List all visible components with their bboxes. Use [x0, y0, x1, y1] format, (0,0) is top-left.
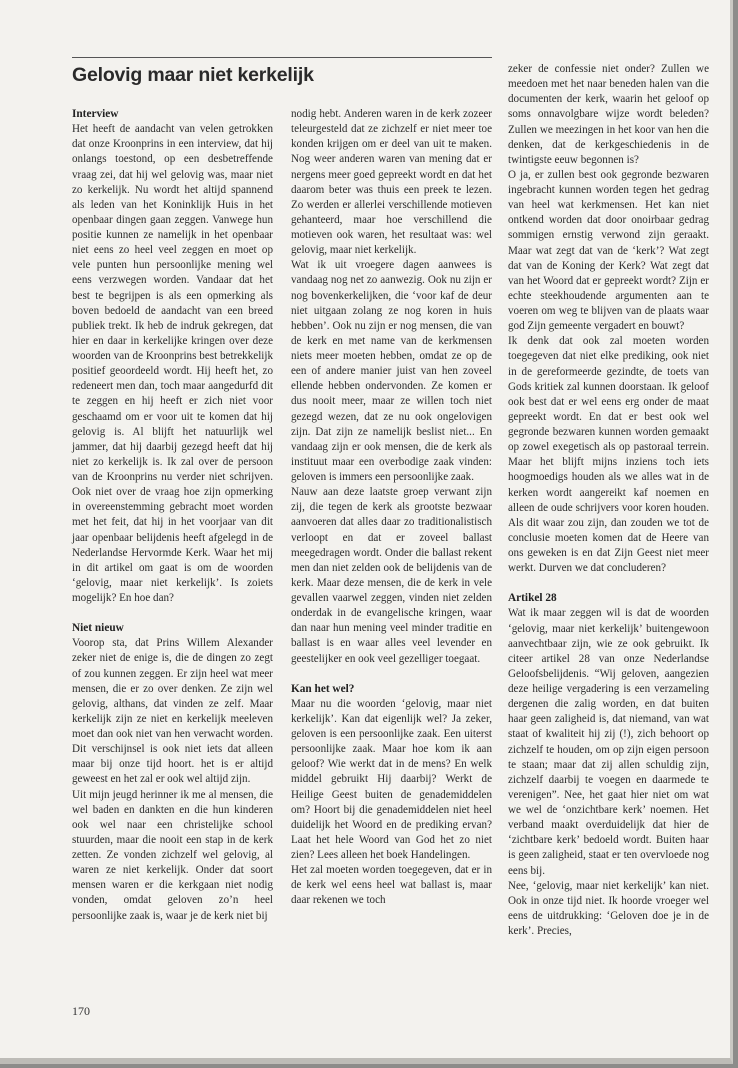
section-heading: Kan het wel? — [291, 682, 355, 695]
page-number: 170 — [72, 1004, 90, 1018]
section-gap — [508, 576, 709, 591]
text-column-2 — [291, 107, 492, 909]
paragraph: Wat ik uit vroegere dagen aanwees is vandaag nog net zo aanwezig. Ook nu zijn er nog bovenkerkelijken, die ‘voor kaf de deur niet uitgaan zolang ze nog koren in huis hebben’. Ook nu zijn er nog mensen, die van de kerk en met name van de kerkmensen niets meer moeten hebben, omdat ze op de een of andere manier juist van hen zoveel ellende hebben ondervonden. Ze komen er dus nooit meer, maar ze willen toch niet gezegd wezen, dat ze nu ook ongelovigen zijn. Dat zijn ze namelijk beslist niet... En vandaag zijn er ook mensen, die de kerk als instituut maar een overbodige zaak vinden: geloven is immers een persoonlijke zaak. — [291, 259, 492, 483]
paragraph: Het heeft de aandacht van velen getrokken dat onze Kroonprins in een interview, dat hij onlangs toestond, op een desbetreffende vraag zei, dat hij wel gelovig was, maar niet zo kerkelijk. Nu wordt het altijd spannend als leden van het Koninklijk Huis in het openbaar dingen gaan zeggen. Vanwege hun positie kunnen ze namelijk in het openbaar niet eens zo heel veel zeggen en moet op vele punten hun persoonlijke mening wel eens verzwegen worden. Vandaar dat het best te begrijpen is als een opmerking als boven bedoeld de aandacht van een breed publiek trekt. Ik heb de indruk gekregen, dat hier en daar in kerkelijke kringen over deze woorden van de Kroonprins best betrekkelijk positief geoordeeld wordt. Hij heeft het, zo redeneert men dan, toch maar aangedurfd dit te zeggen en hij heeft er zich niet voor geschaamd om er voor uit te komen dat hij gelovig is. Al blijft het natuurlijk wel jammer, dat hij daarbij gezegd heeft dat hij niet zo kerkelijk is. Ik zal over de persoon van de Kroonprins nu verder niet schrijven. Ook niet over de vraag hoe zijn opmerking in overeenstemming gebracht moet worden met het feit, dat hij in het voorjaar van dit jaar openbaar belijdenis heeft afgelegd in de Nederlandse Hervormde Kerk. Waar het mij in dit artikel om gaat is om de woorden ‘gelovig, maar niet kerkelijk’. Is zoiets mogelijk? En hoe dan? — [72, 123, 273, 604]
paragraph: Maar nu die woorden ‘gelovig, maar niet kerkelijk’. Kan dat eigenlijk wel? Ja zeker, geloven is een persoonlijke zaak. Een uiterst persoonlijke zaak. Maar hoe kom ik aan geloof? Wie werkt dat in de mens? En welk middel gebruikt Hij daarbij? Werkt de Heilige Geest buiten de genademiddelen om? Hoort bij die genademiddelen niet heel duidelijk het Woord en de prediking ervan? Laat het hele Woord van God het zo niet zien? Lees alleen het boek Handelingen. — [291, 697, 492, 861]
paragraph: Het zal moeten worden toegegeven, dat er in de kerk wel eens heel wat ballast is, maar daar rekenen we toch — [291, 864, 492, 907]
paragraph: O ja, er zullen best ook gegronde bezwaren ingebracht kunnen worden tegen het gedrag van heel wat kerkmensen. Het kan niet ontkend worden dat door onoirbaar gedrag sommigen ernstig verwond zijn geraakt. Maar wat zegt dat van de ‘kerk’? Wat zegt dat van de Koning der Kerk? Wat zegt dat van het Woord dat er gepreekt wordt? Zijn er echte steekhoudende argumenten aan te voeren om weg te blijven van de plaats waar god Zijn gemeente vergadert en bouwt? — [508, 168, 709, 333]
title-rule — [72, 57, 492, 58]
section-heading: Niet nieuw — [72, 622, 124, 635]
section-heading: Artikel 28 — [508, 592, 557, 605]
article-title: Gelovig maar niet kerkelijk — [72, 64, 314, 86]
paragraph: Ik denk dat ook zal moeten worden toegegeven dat niet elke prediking, ook niet in de gereformeerde gezindte, de toets van Gods kritiek zal kunnen doorstaan. Ik geloof ook best dat er wel eens erg onder de maat gepreekt wordt. En dat er best ook wel gegronde bezwaren kunnen worden gemaakt op zowel exegetisch als op pastoraal terrein. Maar het blijft mijns inziens toch iets hoogmoedigs houden als we alles wat in de kerken wordt aangereikt kaf noemen en alleen de oude schrijvers voor koren houden. Als dit waar zou zijn, dan zouden we tot de conclusie moeten komen dat de Heere van ons geweken is en dat Zijn Geest niet meer werkt. Durven we dat concluderen? — [508, 335, 709, 575]
text-column-3 — [508, 62, 709, 939]
text-column-1 — [72, 107, 273, 924]
paragraph: Nauw aan deze laatste groep verwant zijn zij, die tegen de kerk als grootste bezwaar aanvoeren dat alles daar zo traditionalistisch verloopt en dat er zoveel ballast meegedragen wordt. Onder die ballast rekent men dan niet zelden ook de belijdenis van de kerk. Maar deze mensen, die de kerk in vele gevallen vaarwel zeggen, vinden niet zelden onderdak in de evangelische kringen, waar dan naar hun mening veel minder traditie en ballast is en waar alles veel levender en geestelijker en ook veel gezelliger toegaat. — [291, 486, 492, 665]
paragraph: Wat ik maar zeggen wil is dat de woorden ‘gelovig, maar niet kerkelijk’ buitengewoon aanvechtbaar zijn, wie ze ook gebruikt. Ik citeer artikel 28 van onze Nederlandse Geloofsbelijdenis. “Wij geloven, aangezien deze heilige vergadering is een verzameling dergenen die zalig worden, en dat buiten haar geen zaligheid is, dat niemand, van wat staat of kwaliteit hij zij (!), zich behoort op zichzelf te houden, om op zijn eigen persoon te staan; maar dat zij allen schuldig zijn, zichzelf daarbij te voegen en daarmede te verenigen”. Nee, het gaat hier niet om wat we wel de ‘onzichtbare kerk’ noemen. Het verband maakt overduidelijk dat hier de ‘zichtbare kerk’ bedoeld wordt. Buiten haar is geen zaligheid, staat er ten overvloede nog eens bij. — [508, 607, 709, 877]
paragraph: zeker de confessie niet onder? Zullen we meedoen met het naar beneden halen van die documenten der kerk, waarin het geloof op soms onnavolgbare wijze wordt beleden? Zullen we meezingen in het koor van hen die denken, dat de kerkgeschiedenis in de twintigste eeuw begonnen is? — [508, 63, 709, 166]
section-gap — [72, 606, 273, 621]
section-gap — [291, 667, 492, 682]
paragraph: Nee, ‘gelovig, maar niet kerkelijk’ kan niet. Ook in onze tijd niet. Ik hoorde vroeger wel eens de uitdrukking: ‘Geloven doe je in de kerk’. Precies, — [508, 879, 709, 937]
section-heading: Interview — [72, 108, 119, 120]
paragraph: Uit mijn jeugd herinner ik me al mensen, die wel baden en dankten en die hun kinderen ook wel naar een christelijke school stuurden, maar die nooit een stap in de kerk zetten. Ze vonden zichzelf wel gelovig, al waren ze niet kerkelijk. Onder dat soort mensen waren er die kerkgaan niet nodig vonden, omdat geloven zo’n heel persoonlijke zaak is, waar je de kerk niet bij — [72, 788, 273, 922]
paragraph: nodig hebt. Anderen waren in de kerk zozeer teleurgesteld dat ze zichzelf er niet meer toe konden krijgen om er deel van uit te maken. Nog weer anderen waren van mening dat er nergens meer goed gepreekt wordt en dat het daarom beter was thuis een preek te lezen. Zo werden er allerlei verschillende motieven gehanteerd, maar hoe verschillend die motieven ook waren, het resultaat was: wel gelovig, maar niet kerkelijk. — [291, 108, 492, 257]
paragraph: Voorop sta, dat Prins Willem Alexander zeker niet de enige is, die de dingen zo zegt of zou kunnen zeggen. Er zijn heel wat meer mensen, die er zo over denken. Ze zijn wel gelovig, althans, dat vinden ze zelf. Maar kerkelijk zijn ze niet en kerkelijk meeleven moet dan ook niet van hen verwacht worden. Dit verschijnsel is ook niet iets dat alleen maar bij onze tijd hoort. het is er altijd geweest en het zal er ook wel altijd zijn. — [72, 637, 273, 786]
